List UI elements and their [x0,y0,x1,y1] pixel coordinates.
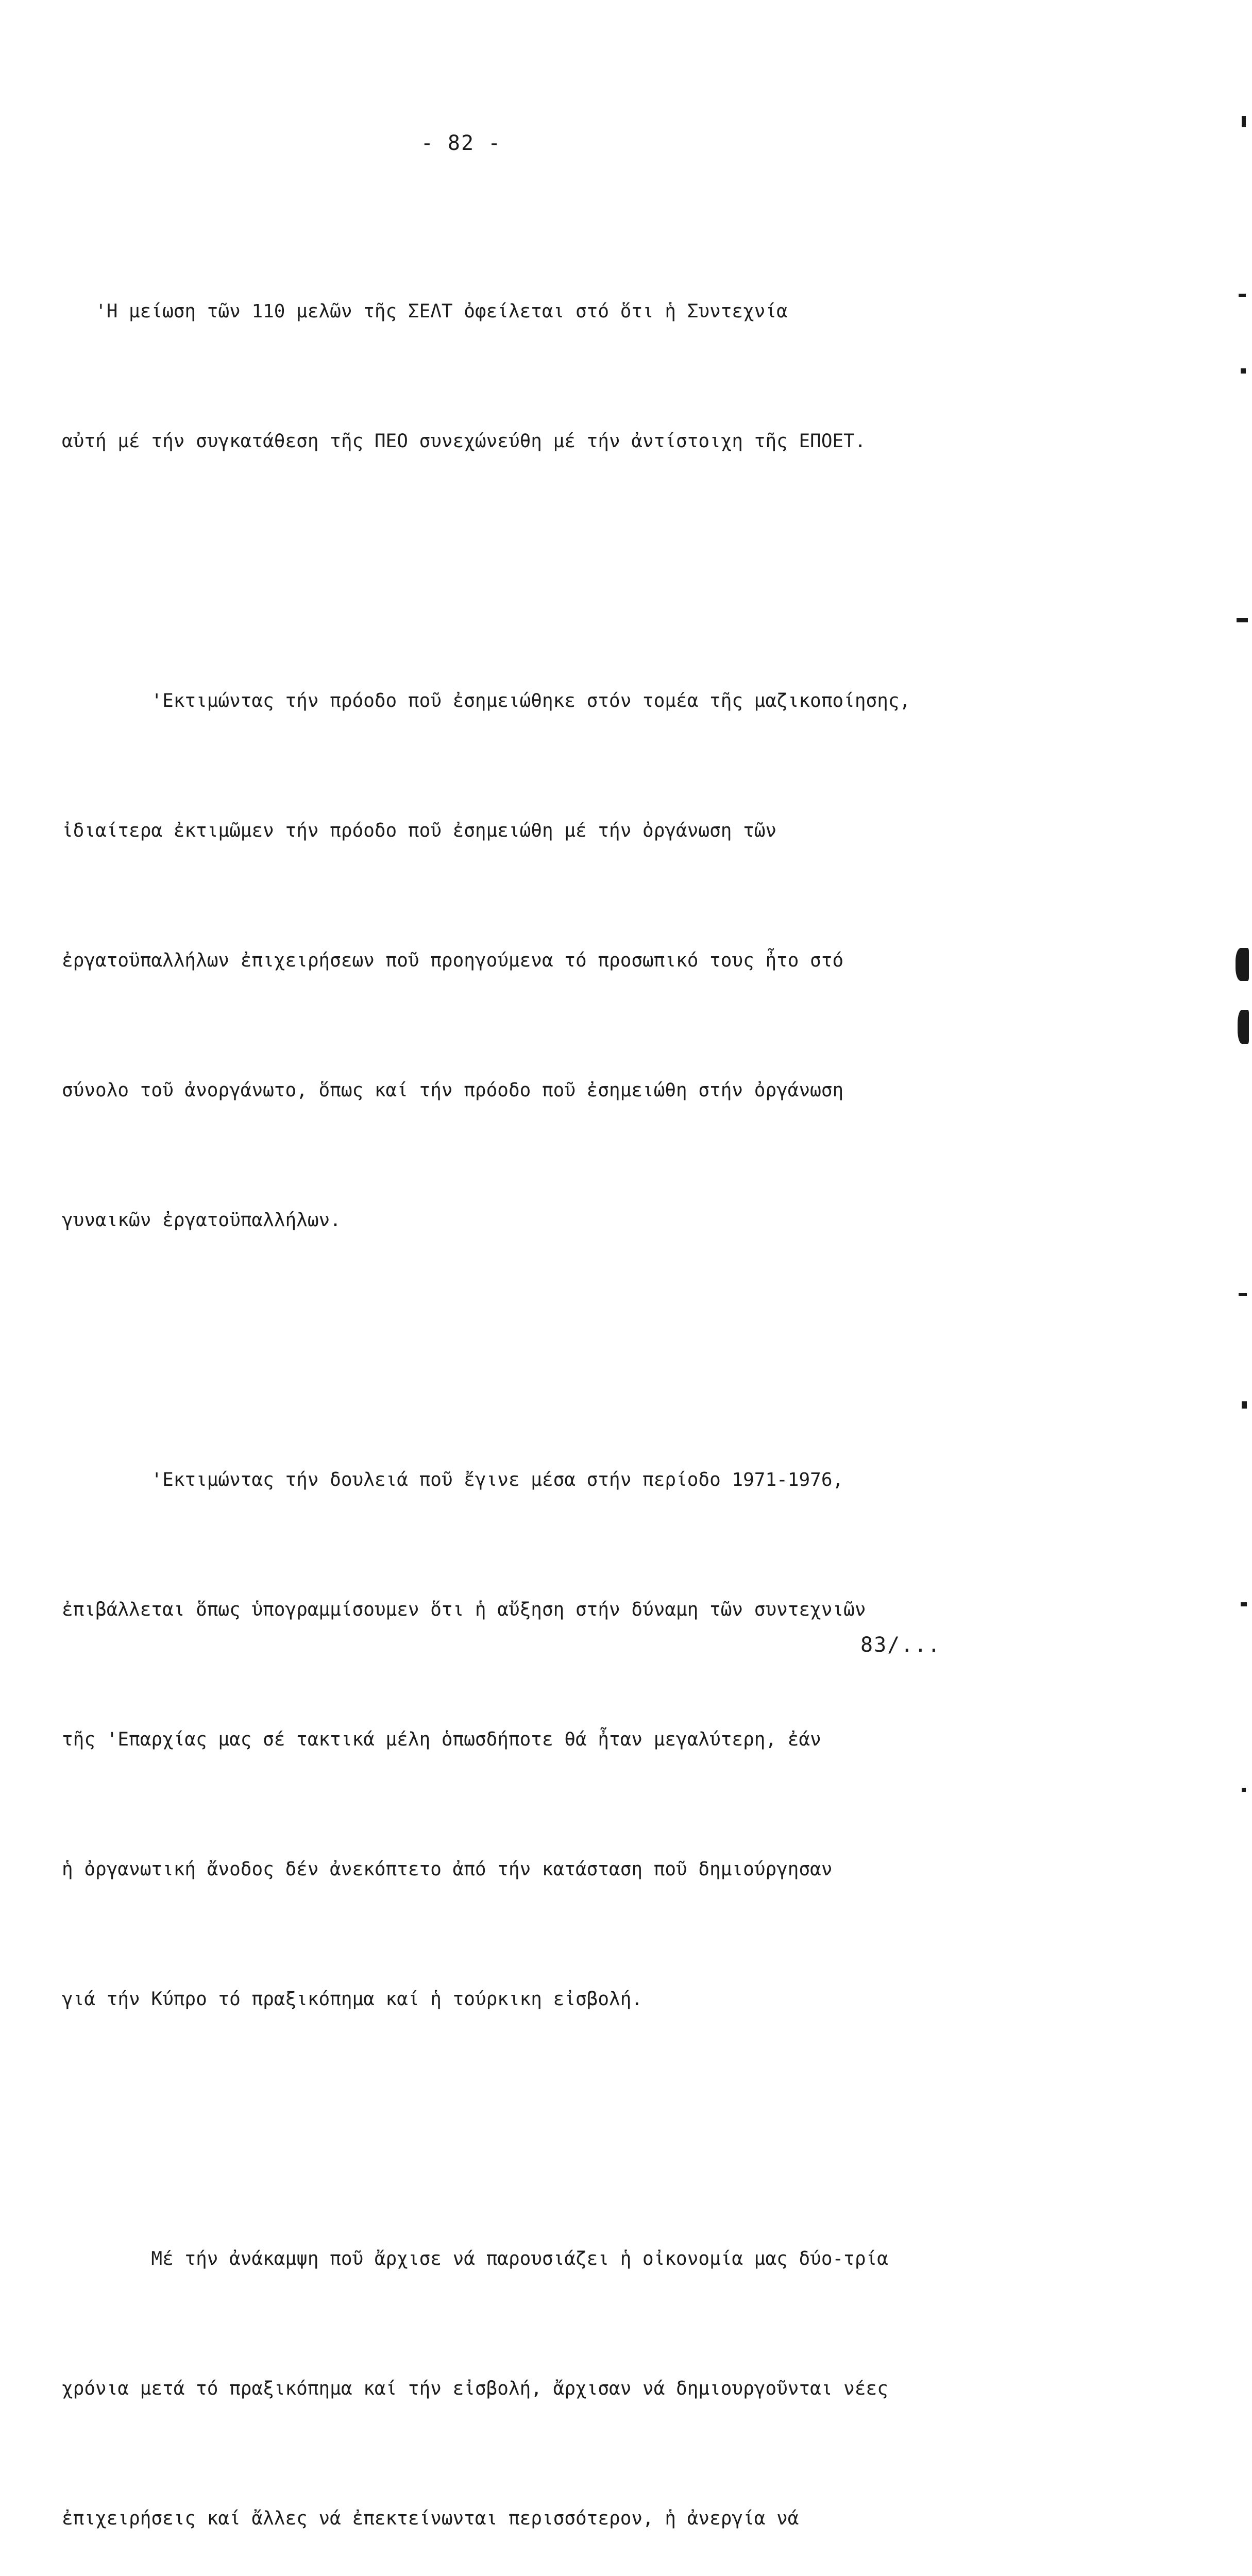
paragraph-3 [62,1372,1030,2108]
document-body [62,204,1030,2576]
text-line: τῆς 'Επαρχίας μας σέ τακτικά μέλη ὁπωσδήποτε θά ἦταν μεγαλύτερη, ἐάν [62,1729,821,1750]
scan-mark [1241,368,1246,374]
scan-mark [1242,1788,1246,1792]
paragraph-4 [62,2151,1030,2576]
text-line: 'Εκτιμώντας τήν δουλειά ποῦ ἔγινε μέσα στήν περίοδο 1971-1976, [62,1469,844,1490]
text-line: γιά τήν Κύπρο τό πραξικόπημα καί ἡ τούρκικη εἰσβολή. [62,1989,643,2010]
text-line: Μέ τήν ἀνάκαμψη ποῦ ἄρχισε νά παρουσιάζει ἡ οἰκονομία μας δύο-τρία [62,2248,888,2269]
text-line: ἡ ὀργανωτική ἄνοδος δέν ἀνεκόπτετο ἀπό τήν κατάσταση ποῦ δημιούργησαν [62,1859,833,1880]
paragraph-1 [62,204,1030,550]
text-line: αὐτή μέ τήν συγκατάθεση τῆς ΠΕΟ συνεχώνεύθη μέ τήν ἀντίστοιχη τῆς ΕΠΟΕΤ. [62,431,866,452]
scan-mark [1241,1602,1247,1606]
text-line: 'Η μείωση τῶν 110 μελῶν τῆς ΣΕΛΤ ὀφείλεται στό ὅτι ἡ Συντεχνία [62,301,788,322]
scan-mark [1236,948,1249,981]
scan-mark [1242,1401,1247,1409]
scan-mark [1237,618,1248,622]
text-line: ἐργατοϋπαλλήλων ἐπιχειρήσεων ποῦ προηγούμενα τό προσωπικό τους ἦτο στό [62,950,844,971]
scan-mark [1242,116,1246,127]
text-line: γυναικῶν ἐργατοϋπαλλήλων. [62,1210,341,1231]
scan-mark [1239,294,1246,297]
text-line: ἐπιχειρήσεις καί ἄλλες νά ἐπεκτείνωνται περισσότερον, ἡ ἀνεργία νά [62,2508,799,2529]
text-line: ἰδιαίτερα ἐκτιμῶμεν τήν πρόοδο ποῦ ἐσημειώθη μέ τήν ὀργάνωση τῶν [62,820,777,841]
text-line: 'Εκτιμώντας τήν πρόοδο ποῦ ἐσημειώθηκε στόν τομέα τῆς μαζικοποίησης, [62,690,911,711]
continuation-marker: 83/... [860,1633,941,1657]
scan-mark [1238,1010,1249,1044]
text-line: σύνολο τοῦ ἀνοργάνωτο, ὅπως καί τήν πρόοδο ποῦ ἐσημειώθη στήν ὀργάνωση [62,1080,844,1101]
paragraph-2 [62,593,1030,1329]
page-number: - 82 - [420,131,502,155]
text-line: χρόνια μετά τό πραξικόπημα καί τήν εἰσβολή, ἄρχισαν νά δημιουργοῦνται νέες [62,2378,888,2399]
text-line: ἐπιβάλλεται ὅπως ὑπογραμμίσουμεν ὅτι ἡ αὔξηση στήν δύναμη τῶν συντεχνιῶν [62,1599,866,1620]
scan-mark [1239,1293,1247,1296]
